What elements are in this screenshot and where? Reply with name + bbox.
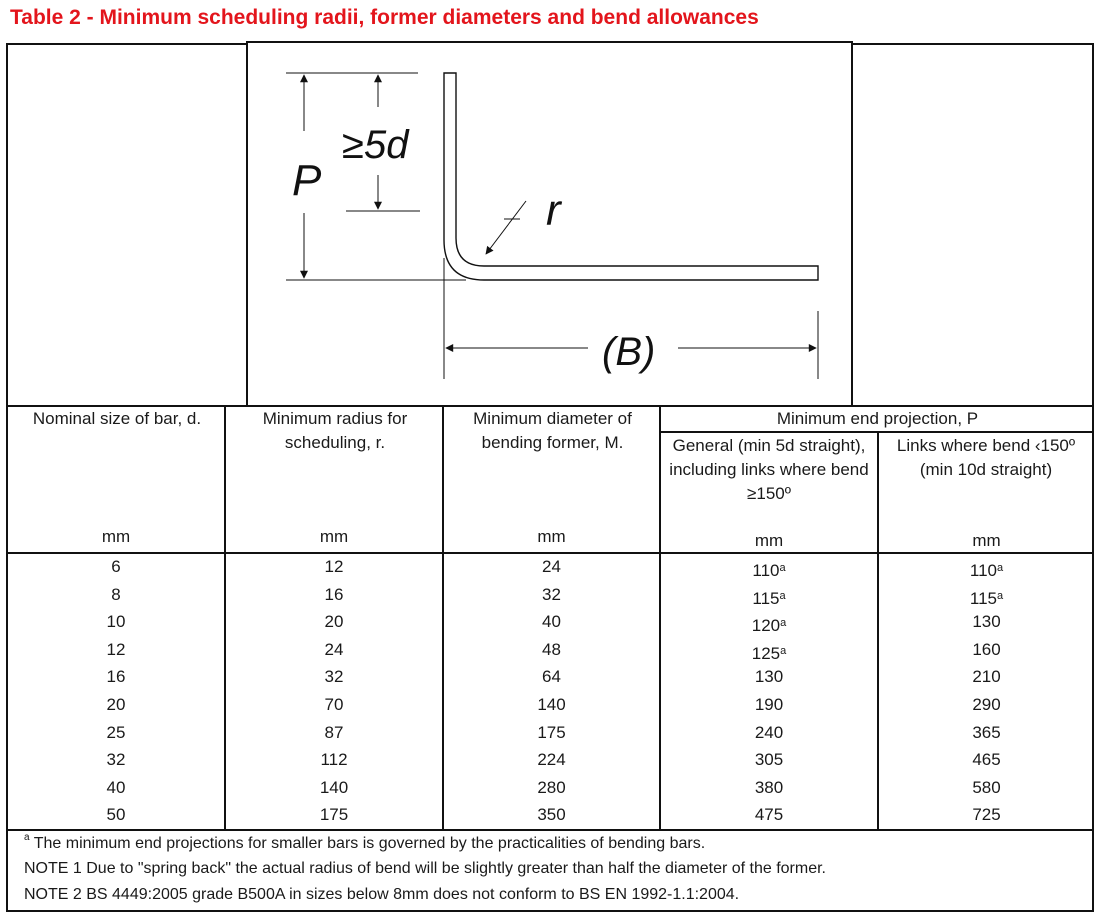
5d-label: ≥5d [342, 123, 409, 167]
cell-value: 725 [972, 805, 1001, 825]
cell-projection-links [879, 561, 1094, 581]
cell-value: 160 [972, 639, 1001, 659]
cell-value: 115 [752, 588, 780, 608]
cell-value: 465 [972, 750, 1001, 770]
note-1: NOTE 1 Due to "spring back" the actual radius of bend will be slightly greater than half the diameter of the former. [24, 860, 826, 877]
unit-col5: mm [972, 531, 1001, 550]
footnote-marker: a [24, 832, 30, 843]
cell-value: 16 [324, 584, 344, 604]
cell-min-radius [226, 778, 442, 798]
cell-min-radius [226, 640, 442, 660]
cell-value: 10 [106, 612, 126, 632]
cell-min-radius [226, 612, 442, 632]
cell-projection-general [661, 589, 877, 609]
cell-bar-size [8, 585, 224, 605]
cell-value: 110 [752, 561, 780, 580]
cell-former-diameter [444, 723, 659, 743]
cell-value: 20 [324, 612, 344, 632]
header-general: General (min 5d straight), including links where bend ≥150º [669, 436, 869, 503]
cell-value: 115 [969, 588, 997, 608]
cell-value: 240 [754, 722, 784, 742]
cell-value: 48 [542, 639, 561, 659]
cell-min-radius [226, 557, 442, 577]
footnote-reference: a [780, 644, 787, 657]
cell-projection-links [879, 640, 1094, 660]
cell-projection-links [879, 667, 1094, 687]
cell-value: 32 [106, 750, 126, 770]
header-end-projection: Minimum end projection, P [776, 409, 979, 428]
cell-former-diameter [444, 585, 659, 605]
cell-bar-size [8, 640, 224, 660]
cell-min-radius [226, 695, 442, 715]
cell-value: 6 [111, 557, 121, 576]
footnote-reference: a [779, 562, 786, 574]
cell-value: 12 [106, 639, 126, 659]
cell-value: 380 [754, 777, 784, 797]
cell-former-diameter [444, 557, 659, 577]
cell-projection-links [879, 778, 1094, 798]
footnote-reference: a [779, 589, 786, 602]
header-min-radius: Minimum radius for scheduling, r. [262, 409, 408, 452]
cell-value: 25 [106, 722, 126, 742]
cell-projection-general [661, 561, 877, 581]
cell-value: 16 [106, 667, 126, 687]
cell-projection-general [661, 723, 877, 743]
cell-bar-size [8, 778, 224, 798]
footnote-reference: a [996, 562, 1004, 574]
cell-value: 365 [972, 722, 1001, 742]
cell-bar-size [8, 723, 224, 743]
cell-former-diameter [444, 695, 659, 715]
cell-min-radius [226, 667, 442, 687]
cell-value: 280 [537, 777, 566, 797]
cell-value: 64 [542, 667, 561, 687]
p-label: P [292, 156, 322, 205]
cell-former-diameter [444, 612, 659, 632]
cell-projection-general [661, 667, 877, 687]
footnote-reference: a [780, 617, 787, 630]
cell-value: 290 [972, 695, 1001, 714]
cell-value: 130 [754, 667, 784, 687]
header-former-diameter: Minimum diameter of bending former, M. [473, 409, 632, 452]
cell-value: 125 [751, 643, 781, 663]
footnote-reference: a [996, 589, 1004, 602]
cell-bar-size [8, 612, 224, 632]
cell-bar-size [8, 667, 224, 687]
unit-col1: mm [101, 527, 131, 546]
footnote-text: The minimum end projections for smaller bars is governed by the practicalities of bending bars. [29, 835, 706, 852]
r-leader [486, 201, 526, 254]
header-bottom-rule [6, 552, 1094, 554]
cell-value: 24 [542, 557, 561, 576]
table-title: Table 2 - Minimum scheduling radii, former diameters and bend allowances [10, 6, 759, 29]
cell-min-radius [226, 723, 442, 743]
cell-former-diameter [444, 778, 659, 798]
header-links: Links where bend ‹150º (min 10d straight) [896, 436, 1076, 479]
cell-bar-size [8, 805, 224, 825]
bent-bar-drawing [248, 43, 855, 409]
cell-value: 32 [542, 584, 561, 604]
cell-projection-links [879, 805, 1094, 825]
cell-projection-general [661, 695, 877, 715]
cell-value: 50 [106, 805, 126, 825]
cell-value: 20 [106, 695, 126, 714]
cell-former-diameter [444, 750, 659, 770]
footnote-a [24, 832, 706, 853]
cell-value: 32 [324, 667, 344, 687]
cell-former-diameter [444, 640, 659, 660]
cell-value: 40 [542, 612, 561, 632]
cell-projection-general [661, 616, 877, 636]
unit-col4: mm [754, 531, 784, 550]
r-label: r [546, 186, 561, 235]
cell-value: 305 [754, 750, 784, 770]
cell-bar-size [8, 695, 224, 715]
cell-value: 130 [972, 612, 1001, 632]
cell-value: 110 [969, 561, 997, 580]
cell-value: 120 [751, 616, 781, 636]
cell-projection-links [879, 723, 1094, 743]
cell-value: 580 [972, 777, 1001, 797]
cell-projection-general [661, 644, 877, 664]
cell-projection-links [879, 750, 1094, 770]
cell-projection-general [661, 778, 877, 798]
cell-value: 140 [319, 777, 349, 797]
cell-min-radius [226, 750, 442, 770]
cell-projection-links [879, 589, 1094, 609]
cell-value: 112 [320, 750, 348, 770]
unit-col3: mm [537, 527, 566, 546]
cell-value: 224 [537, 750, 566, 770]
cell-value: 210 [972, 667, 1001, 687]
cell-value: 140 [537, 695, 566, 714]
cell-value: 175 [537, 722, 566, 742]
body-bottom-rule [6, 829, 1094, 831]
cell-projection-general [661, 750, 877, 770]
cell-value: 12 [324, 557, 344, 576]
cell-value: 24 [324, 639, 344, 659]
cell-min-radius [226, 805, 442, 825]
note-2: NOTE 2 BS 4449:2005 grade B500A in sizes below 8mm does not conform to BS EN 1992-1.1:2004. [24, 886, 740, 903]
cell-bar-size [8, 557, 224, 577]
cell-value: 87 [324, 722, 344, 742]
cell-value: 350 [537, 805, 566, 825]
unit-col2: mm [319, 527, 349, 546]
bar-outline [444, 73, 818, 280]
cell-projection-links [879, 695, 1094, 715]
cell-projection-general [661, 805, 877, 825]
cell-value: 175 [319, 805, 349, 825]
cell-former-diameter [444, 805, 659, 825]
cell-value: 190 [754, 695, 784, 714]
cell-projection-links [879, 612, 1094, 632]
cell-value: 70 [324, 695, 344, 714]
bend-diagram [246, 41, 853, 407]
cell-former-diameter [444, 667, 659, 687]
cell-value: 8 [111, 584, 121, 604]
b-label: (B) [602, 330, 656, 374]
cell-min-radius [226, 585, 442, 605]
cell-bar-size [8, 750, 224, 770]
header-bar-size: Nominal size of bar, d. [32, 409, 202, 428]
cell-value: 475 [754, 805, 784, 825]
cell-value: 40 [106, 777, 126, 797]
